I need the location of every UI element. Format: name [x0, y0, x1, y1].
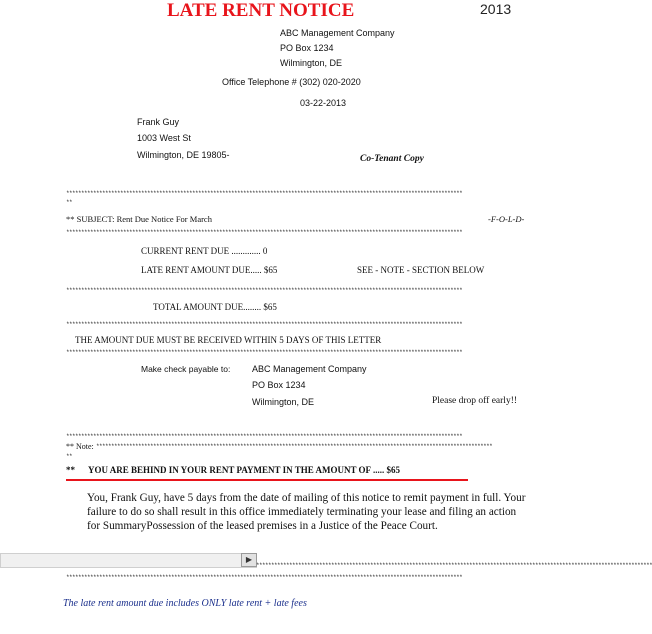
- star-divider: ************************************************************************************************************************************: [66, 321, 463, 328]
- payable-company-name: ABC Management Company: [252, 364, 367, 374]
- footer-note: The late rent amount due includes ONLY late rent + late fees: [63, 598, 307, 609]
- star-divider: ************************************************************************************************************************************: [66, 190, 463, 197]
- company-city: Wilmington, DE: [280, 58, 343, 68]
- notice-year: 2013: [480, 1, 512, 17]
- scroll-right-arrow-icon[interactable]: ▶: [241, 553, 257, 567]
- tenant-city: Wilmington, DE 19805-: [137, 150, 230, 160]
- note-label: ** Note:: [66, 442, 94, 451]
- star-marker: **: [66, 199, 73, 206]
- deadline-statement: THE AMOUNT DUE MUST BE RECEIVED WITHIN 5 DAYS OF THIS LETTER: [75, 335, 382, 345]
- star-divider: ************************************************************************************************************************************: [96, 443, 493, 450]
- behind-prefix: **: [66, 465, 75, 475]
- star-divider: ************************************************************************************************************************************: [66, 287, 463, 294]
- notice-date: 03-22-2013: [300, 98, 347, 108]
- total-amount-due: TOTAL AMOUNT DUE........ $65: [153, 302, 277, 312]
- current-rent-due: CURRENT RENT DUE ............. 0: [141, 246, 268, 256]
- tenant-street: 1003 West St: [137, 133, 191, 143]
- payable-po-box: PO Box 1234: [252, 380, 306, 390]
- star-divider: ************************************************************************************************************************************: [66, 349, 463, 356]
- notice-title: LATE RENT NOTICE: [167, 0, 355, 21]
- see-note-section: SEE - NOTE - SECTION BELOW: [357, 265, 485, 275]
- notice-paragraph: You, Frank Guy, have 5 days from the date of mailing of this notice to remit payment in full. Your failure to do so shall result in this office immediately terminating your lease and filing an action for SummaryPossession of the leased premises in a Justice of the Peace Court.: [87, 492, 526, 532]
- star-marker: **: [66, 453, 73, 460]
- horizontal-scrollbar[interactable]: [0, 553, 257, 568]
- star-divider: ************************************************************************************************************************************: [66, 574, 463, 581]
- company-name: ABC Management Company: [280, 28, 395, 38]
- drop-off-note: Please drop off early!!: [432, 396, 518, 406]
- late-rent-amount-due: LATE RENT AMOUNT DUE..... $65: [141, 265, 278, 275]
- payable-city: Wilmington, DE: [252, 397, 315, 407]
- behind-payment-statement: YOU ARE BEHIND IN YOUR RENT PAYMENT IN THE AMOUNT OF ..... $65: [88, 465, 400, 475]
- subject-line: ** SUBJECT: Rent Due Notice For March: [66, 214, 212, 224]
- fold-marker: -F-O-L-D-: [488, 214, 525, 224]
- star-divider: ************************************************************************************************************************************: [66, 229, 463, 236]
- co-tenant-copy-label: Co-Tenant Copy: [360, 154, 424, 164]
- star-divider: ************************************************************************************************************************************: [66, 433, 463, 440]
- company-po-box: PO Box 1234: [280, 43, 334, 53]
- office-telephone: Office Telephone # (302) 020-2020: [222, 77, 361, 87]
- star-divider: ************************************************************************************************************************************: [256, 562, 652, 569]
- tenant-name: Frank Guy: [137, 117, 180, 127]
- payable-label: Make check payable to:: [141, 364, 231, 374]
- red-underline: [66, 479, 468, 481]
